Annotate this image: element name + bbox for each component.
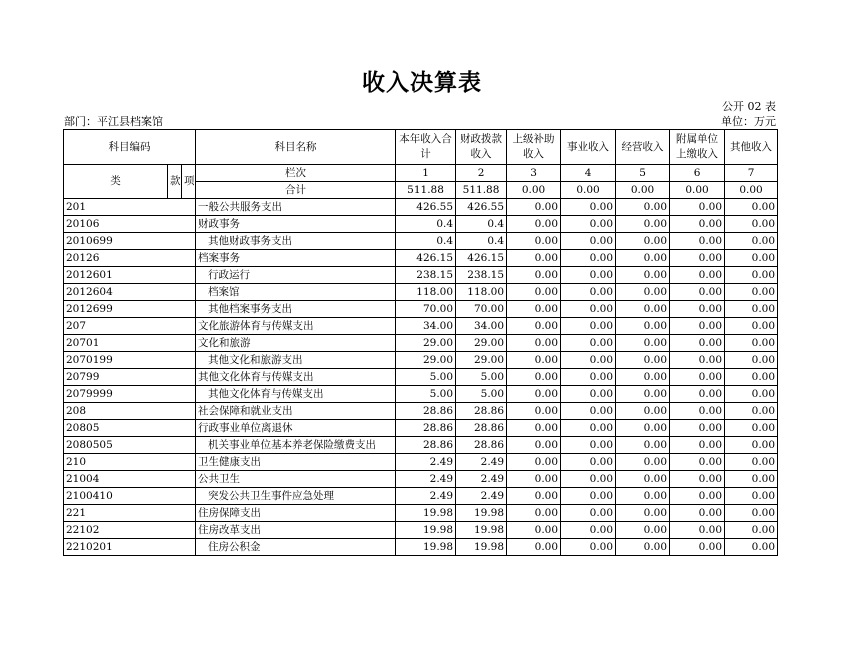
amount-cell: 29.00 [456,352,507,369]
subject-code: 20799 [64,369,196,386]
header-total-income: 本年收入合计 [396,130,456,165]
amount-cell: 0.00 [725,369,778,386]
amount-cell: 0.00 [507,505,561,522]
subject-name: 卫生健康支出 [196,454,396,471]
amount-cell: 0.00 [507,403,561,420]
amount-cell: 0.00 [725,454,778,471]
amount-cell: 0.00 [670,267,725,284]
amount-cell: 0.00 [561,216,616,233]
amount-cell: 0.00 [725,488,778,505]
amount-cell: 0.00 [616,522,670,539]
subject-code: 2012601 [64,267,196,284]
amount-cell: 2.49 [456,454,507,471]
amount-cell: 0.00 [616,267,670,284]
subject-code: 20701 [64,335,196,352]
col-index: 4 [561,165,616,182]
amount-cell: 0.00 [725,199,778,216]
amount-cell: 0.00 [670,250,725,267]
amount-cell: 0.00 [561,284,616,301]
amount-cell: 19.98 [456,522,507,539]
amount-cell: 0.00 [616,386,670,403]
subject-code: 2012604 [64,284,196,301]
total-value: 0.00 [725,182,778,199]
amount-cell: 0.00 [616,505,670,522]
amount-cell: 2.49 [396,454,456,471]
amount-cell: 0.00 [561,267,616,284]
col-index: 1 [396,165,456,182]
amount-cell: 0.00 [616,488,670,505]
amount-cell: 0.00 [670,352,725,369]
amount-cell: 70.00 [396,301,456,318]
subject-code: 207 [64,318,196,335]
amount-cell: 0.00 [616,369,670,386]
header-subsidiary-income: 附属单位上缴收入 [670,130,725,165]
amount-cell: 0.00 [561,352,616,369]
table-row [64,267,778,284]
amount-cell: 0.00 [725,267,778,284]
subject-code: 221 [64,505,196,522]
amount-cell: 0.00 [670,284,725,301]
amount-cell: 426.55 [456,199,507,216]
amount-cell: 0.00 [561,505,616,522]
amount-cell: 0.4 [396,233,456,250]
subject-name: 一般公共服务支出 [196,199,396,216]
amount-cell: 0.00 [670,420,725,437]
subject-code: 2010699 [64,233,196,250]
subject-code: 21004 [64,471,196,488]
amount-cell: 0.00 [616,284,670,301]
amount-cell: 0.00 [725,318,778,335]
amount-cell: 0.00 [670,505,725,522]
header-lanci: 栏次 [196,165,396,182]
amount-cell: 0.00 [670,403,725,420]
amount-cell: 0.00 [507,454,561,471]
amount-cell: 0.00 [725,233,778,250]
amount-cell: 0.00 [725,471,778,488]
income-table [63,129,778,556]
amount-cell: 0.00 [725,539,778,556]
amount-cell: 0.00 [561,454,616,471]
amount-cell: 0.00 [725,335,778,352]
amount-cell: 5.00 [456,386,507,403]
subject-name: 其他文化体育与传媒支出 [196,369,396,386]
amount-cell: 0.00 [616,301,670,318]
amount-cell: 238.15 [456,267,507,284]
subject-name: 社会保障和就业支出 [196,403,396,420]
amount-cell: 0.00 [670,199,725,216]
subject-code: 2012699 [64,301,196,318]
amount-cell: 426.55 [396,199,456,216]
amount-cell: 0.00 [725,505,778,522]
subject-code: 2210201 [64,539,196,556]
table-row [64,403,778,420]
table-row [64,216,778,233]
amount-cell: 0.00 [616,216,670,233]
table-row [64,488,778,505]
table-row [64,505,778,522]
amount-cell: 0.00 [616,233,670,250]
amount-cell: 0.4 [456,233,507,250]
amount-cell: 0.00 [616,420,670,437]
amount-cell: 0.00 [507,267,561,284]
table-row [64,199,778,216]
amount-cell: 29.00 [396,352,456,369]
amount-cell: 0.00 [561,369,616,386]
amount-cell: 0.00 [507,488,561,505]
amount-cell: 34.00 [456,318,507,335]
header-row [64,130,778,165]
header-xiang: 项 [182,165,196,199]
amount-cell: 28.86 [396,437,456,454]
subject-name: 行政运行 [196,267,396,284]
amount-cell: 0.00 [670,522,725,539]
amount-cell: 0.00 [561,488,616,505]
amount-cell: 0.00 [507,199,561,216]
amount-cell: 0.00 [561,403,616,420]
total-value: 0.00 [616,182,670,199]
col-index: 2 [456,165,507,182]
amount-cell: 5.00 [396,369,456,386]
subject-name: 文化旅游体育与传媒支出 [196,318,396,335]
col-index: 7 [725,165,778,182]
amount-cell: 70.00 [456,301,507,318]
amount-cell: 28.86 [396,420,456,437]
amount-cell: 0.00 [561,335,616,352]
amount-cell: 426.15 [456,250,507,267]
subject-name: 财政事务 [196,216,396,233]
amount-cell: 0.00 [670,454,725,471]
amount-cell: 0.00 [616,539,670,556]
table-row [64,318,778,335]
amount-cell: 19.98 [396,522,456,539]
subject-name: 档案馆 [196,284,396,301]
total-value: 0.00 [670,182,725,199]
subject-code: 22102 [64,522,196,539]
amount-cell: 0.4 [396,216,456,233]
subject-code: 2070199 [64,352,196,369]
total-value: 511.88 [396,182,456,199]
amount-cell: 0.4 [456,216,507,233]
amount-cell: 0.00 [561,301,616,318]
amount-cell: 0.00 [561,233,616,250]
amount-cell: 0.00 [725,250,778,267]
amount-cell: 2.49 [396,488,456,505]
amount-cell: 34.00 [396,318,456,335]
subject-name: 行政事业单位离退休 [196,420,396,437]
subject-name: 住房改革支出 [196,522,396,539]
amount-cell: 0.00 [616,352,670,369]
amount-cell: 0.00 [507,216,561,233]
total-value: 0.00 [561,182,616,199]
amount-cell: 29.00 [456,335,507,352]
subject-name: 档案事务 [196,250,396,267]
amount-cell: 0.00 [507,386,561,403]
amount-cell: 2.49 [396,471,456,488]
amount-cell: 0.00 [616,250,670,267]
amount-cell: 0.00 [561,522,616,539]
amount-cell: 118.00 [396,284,456,301]
subject-name: 文化和旅游 [196,335,396,352]
amount-cell: 28.86 [456,437,507,454]
amount-cell: 0.00 [670,216,725,233]
amount-cell: 0.00 [670,539,725,556]
amount-cell: 29.00 [396,335,456,352]
amount-cell: 19.98 [396,505,456,522]
table-row [64,539,778,556]
amount-cell: 0.00 [725,522,778,539]
table-row [64,522,778,539]
subject-name: 住房公积金 [196,539,396,556]
amount-cell: 0.00 [507,250,561,267]
subject-code: 208 [64,403,196,420]
amount-cell: 0.00 [670,386,725,403]
amount-cell: 426.15 [396,250,456,267]
amount-cell: 0.00 [670,369,725,386]
amount-cell: 28.86 [456,420,507,437]
subject-code: 20805 [64,420,196,437]
col-index: 6 [670,165,725,182]
col-index: 3 [507,165,561,182]
header-fiscal-allocation: 财政拨款收入 [456,130,507,165]
amount-cell: 5.00 [456,369,507,386]
header-code: 科目编码 [64,130,196,165]
col-index: 5 [616,165,670,182]
table-row [64,284,778,301]
amount-cell: 0.00 [725,420,778,437]
department-label: 部门：平江县档案馆 [64,115,163,128]
amount-cell: 0.00 [670,335,725,352]
amount-cell: 0.00 [616,318,670,335]
table-body [64,199,778,556]
amount-cell: 0.00 [616,199,670,216]
table-row [64,471,778,488]
subject-code: 210 [64,454,196,471]
subject-name: 机关事业单位基本养老保险缴费支出 [196,437,396,454]
subject-name: 其他档案事务支出 [196,301,396,318]
unit-label: 单位：万元 [721,115,776,128]
amount-cell: 0.00 [725,301,778,318]
amount-cell: 0.00 [561,318,616,335]
amount-cell: 0.00 [561,386,616,403]
subject-name: 其他文化体育与传媒支出 [196,386,396,403]
table-row [64,386,778,403]
subject-name: 公共卫生 [196,471,396,488]
subject-code: 2080505 [64,437,196,454]
subject-name: 突发公共卫生事件应急处理 [196,488,396,505]
amount-cell: 0.00 [507,318,561,335]
table-row [64,420,778,437]
subject-name: 其他文化和旅游支出 [196,352,396,369]
form-number: 公开 02 表 [722,100,776,113]
amount-cell: 2.49 [456,471,507,488]
amount-cell: 0.00 [507,335,561,352]
amount-cell: 0.00 [616,437,670,454]
amount-cell: 0.00 [561,539,616,556]
amount-cell: 19.98 [456,539,507,556]
header-name: 科目名称 [196,130,396,165]
amount-cell: 28.86 [396,403,456,420]
table-row [64,454,778,471]
report-title: 收入决算表 [362,70,482,96]
amount-cell: 0.00 [507,522,561,539]
amount-cell: 0.00 [670,318,725,335]
amount-cell: 0.00 [725,216,778,233]
subject-name: 其他财政事务支出 [196,233,396,250]
amount-cell: 0.00 [507,420,561,437]
amount-cell: 0.00 [725,352,778,369]
header-kuan: 款 [168,165,182,199]
amount-cell: 0.00 [507,437,561,454]
subject-code: 20106 [64,216,196,233]
subject-code: 201 [64,199,196,216]
header-superior-subsidy: 上级补助收入 [507,130,561,165]
total-label: 合计 [196,182,396,199]
subject-code: 2079999 [64,386,196,403]
amount-cell: 28.86 [456,403,507,420]
table-row [64,301,778,318]
amount-cell: 0.00 [670,471,725,488]
amount-cell: 0.00 [507,301,561,318]
amount-cell: 0.00 [507,471,561,488]
subject-code: 20126 [64,250,196,267]
amount-cell: 5.00 [396,386,456,403]
amount-cell: 0.00 [670,437,725,454]
amount-cell: 0.00 [670,233,725,250]
header-business-income: 事业收入 [561,130,616,165]
subject-name: 住房保障支出 [196,505,396,522]
amount-cell: 0.00 [616,471,670,488]
amount-cell: 0.00 [670,488,725,505]
amount-cell: 0.00 [670,301,725,318]
amount-cell: 0.00 [725,437,778,454]
amount-cell: 0.00 [616,454,670,471]
amount-cell: 0.00 [561,437,616,454]
total-value: 511.88 [456,182,507,199]
amount-cell: 0.00 [725,284,778,301]
amount-cell: 0.00 [507,233,561,250]
amount-cell: 0.00 [561,199,616,216]
amount-cell: 0.00 [561,420,616,437]
table-row [64,250,778,267]
table-row [64,335,778,352]
amount-cell: 238.15 [396,267,456,284]
header-other-income: 其他收入 [725,130,778,165]
amount-cell: 0.00 [507,284,561,301]
amount-cell: 0.00 [616,335,670,352]
amount-cell: 19.98 [396,539,456,556]
table-row [64,437,778,454]
table-row [64,369,778,386]
amount-cell: 0.00 [561,250,616,267]
amount-cell: 0.00 [561,471,616,488]
amount-cell: 0.00 [507,369,561,386]
header-lei: 类 [64,165,168,199]
amount-cell: 0.00 [507,352,561,369]
header-operating-income: 经营收入 [616,130,670,165]
amount-cell: 19.98 [456,505,507,522]
total-value: 0.00 [507,182,561,199]
amount-cell: 0.00 [616,403,670,420]
table-row [64,233,778,250]
amount-cell: 118.00 [456,284,507,301]
amount-cell: 0.00 [725,403,778,420]
amount-cell: 0.00 [725,386,778,403]
column-index-row [64,165,778,182]
table-row [64,352,778,369]
amount-cell: 0.00 [507,539,561,556]
subject-code: 2100410 [64,488,196,505]
amount-cell: 2.49 [456,488,507,505]
